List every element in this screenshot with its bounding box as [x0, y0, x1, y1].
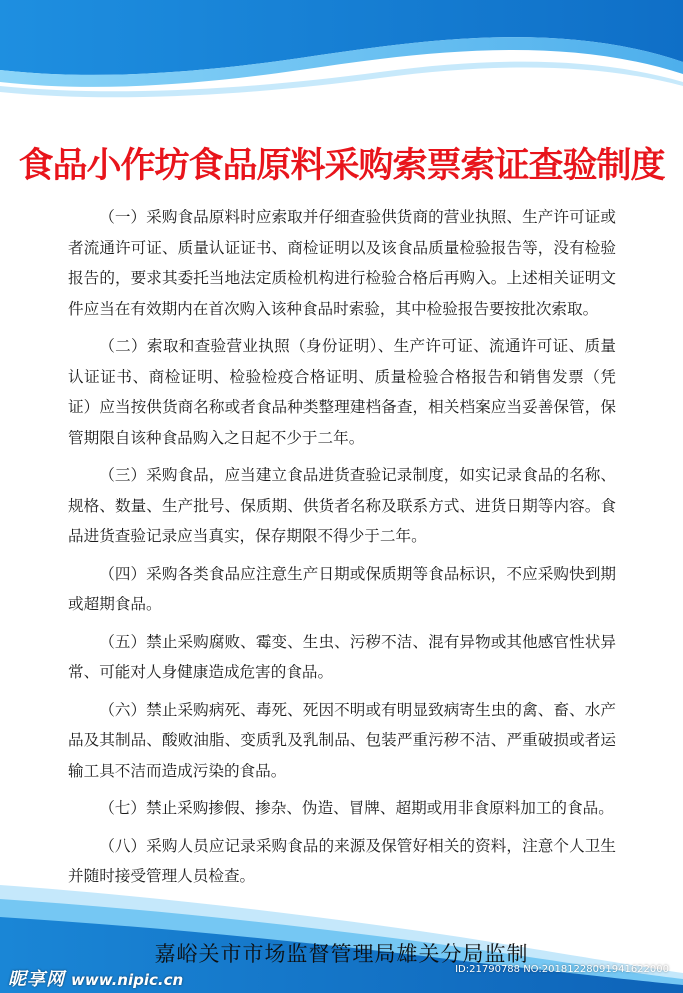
watermark-id: ID:21790788 NO:20181228091941622000 — [455, 964, 669, 975]
clause-7: （七）禁止采购掺假、掺杂、伪造、冒牌、超期或用非食原料加工的食品。 — [99, 799, 614, 817]
clause-1: （一）采购食品原料时应索取并仔细查验供货商的营业执照、生产许可证或者流通许可证、质量认证证书、商检证明以及该食品质量检验报告等，没有检验报告的，要求其委托当地法定质检机构进行检验合格后再购入。上述相关证明文件应当在有效期内在首次购入该种食品时索验，其中检验报告要按批次索取。 — [68, 208, 616, 318]
top-wave-decoration — [0, 0, 683, 130]
clause-3: （三）采购食品，应当建立食品进货查验记录制度，如实记录食品的名称、规格、数量、生产批号、保质期、供货者名称及联系方式、进货日期等内容。食品进货查验记录应当真实，保存期限不得少于二年。 — [68, 466, 616, 545]
issuer-footer: 嘉峪关市市场监督管理局雄关分局监制 — [154, 942, 529, 966]
clause-5: （五）禁止采购腐败、霉变、生虫、污秽不洁、混有异物或其他感官性状异常、可能对人身健康造成危害的食品。 — [68, 632, 616, 681]
regulation-body — [68, 202, 616, 899]
watermark-brand-url: www.nipic.cn — [71, 971, 184, 989]
page-title: 食品小作坊食品原料采购索票索证查验制度 — [18, 146, 665, 186]
clause-8: （八）采购人员应记录采购食品的来源及保管好相关的资料，注意个人卫生并随时接受管理人员检查。 — [68, 836, 616, 885]
watermark-brand — [8, 965, 183, 991]
clause-4: （四）采购各类食品应注意生产日期或保质期等食品标识，不应采购快到期或超期食品。 — [68, 564, 616, 613]
clause-2: （二）索取和查验营业执照（身份证明）、生产许可证、流通许可证、质量认证证书、商检证明、检验检疫合格证明、质量检验合格报告和销售发票（凭证）应当按供货商名称或者食品种类整理建档备查，相关档案应当妥善保管，保管期限自该种食品购入之日起不少于二年。 — [68, 337, 616, 447]
clause-6: （六）禁止采购病死、毒死、死因不明或有明显致病寄生虫的禽、畜、水产品及其制品、酸败油脂、变质乳及乳制品、包装严重污秽不洁、严重破损或者运输工具不洁而造成污染的食品。 — [68, 700, 616, 780]
watermark-brand-name: 昵享网 — [8, 969, 65, 990]
